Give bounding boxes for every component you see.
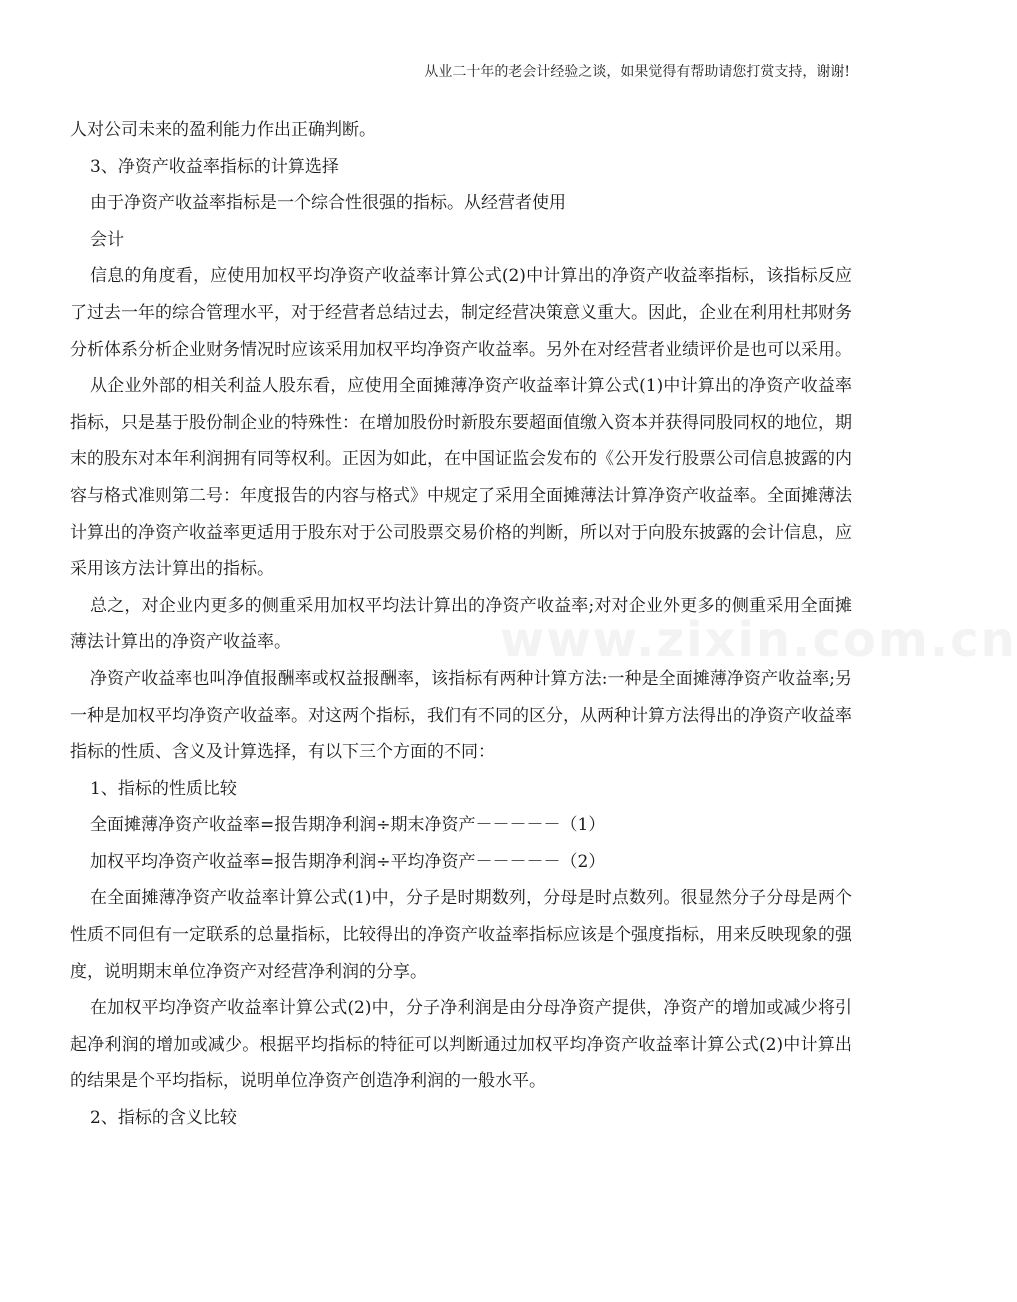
- header-note: 从业二十年的老会计经验之谈，如果觉得有帮助请您打赏支持，谢谢!: [424, 64, 850, 80]
- section-heading-1: 1、指标的性质比较: [90, 778, 237, 799]
- paragraph: 在全面摊薄净资产收益率计算公式(1)中，分子是时期数列，分母是时点数列。很显然分子分母是两个性质不同但有一定联系的总量指标，比较得出的净资产收益率指标应该是个强度指标，用来反映现象的强度，说明期末单位净资产对经营净利润的分享。: [70, 888, 852, 982]
- formula-1: 全面摊薄净资产收益率=报告期净利润÷期末净资产－－－－－（1）: [90, 815, 606, 836]
- formula-2: 加权平均净资产收益率=报告期净利润÷平均净资产－－－－－（2）: [90, 851, 606, 872]
- section-heading-2: 2、指标的含义比较: [90, 1108, 237, 1129]
- paragraph-continuation: 人对公司未来的盈利能力作出正确判断。: [70, 120, 376, 140]
- paragraph: 净资产收益率也叫净值报酬率或权益报酬率，该指标有两种计算方法:一种是全面摊薄净资产收益率;另一种是加权平均净资产收益率。对这两个指标，我们有不同的区分，从两种计算方法得出的净资产收益率指标的性质、含义及计算选择，有以下三个方面的不同：: [70, 668, 852, 763]
- paragraph: 由于净资产收益率指标是一个综合性很强的指标。从经营者使用: [90, 193, 566, 214]
- paragraph: 从企业外部的相关利益人股东看，应使用全面摊薄净资产收益率计算公式(1)中计算出的净资产收益率指标，只是基于股份制企业的特殊性：在增加股份时新股东要超面值缴入资本并获得同股同权的地位，期末的股东对本年利润拥有同等权利。正因为如此，在中国证监会发布的《公开发行股票公司信息披露的内容与格式准则第二号：年度报告的内容与格式》中规定了采用全面摊薄法计算净资产收益率。全面摊薄法计算出的净资产收益率更适用于股东对于公司股票交易价格的判断，所以对于向股东披露的会计信息，应采用该方法计算出的指标。: [70, 376, 852, 580]
- paragraph: 会计: [90, 229, 124, 250]
- paragraph: 在加权平均净资产收益率计算公式(2)中，分子净利润是由分母净资产提供，净资产的增加或减少将引起净利润的增加或减少。根据平均指标的特征可以判断通过加权平均净资产收益率计算公式(2)中计算出的结果是个平均指标，说明单位净资产创造净利润的一般水平。: [70, 998, 852, 1092]
- paragraph: 信息的角度看，应使用加权平均净资产收益率计算公式(2)中计算出的净资产收益率指标，该指标反应了过去一年的综合管理水平，对于经营者总结过去，制定经营决策意义重大。因此，企业在利用杜邦财务分析体系分析企业财务情况时应该采用加权平均净资产收益率。另外在对经营者业绩评价是也可以采用。: [70, 266, 852, 360]
- document-body: [70, 112, 852, 1137]
- watermark: www.zixin.com.cn: [500, 612, 1017, 668]
- section-heading-3: 3、净资产收益率指标的计算选择: [90, 156, 339, 177]
- paragraph: 总之，对企业内更多的侧重采用加权平均法计算出的净资产收益率;对对企业外更多的侧重采用全面摊薄法计算出的净资产收益率。: [70, 595, 852, 653]
